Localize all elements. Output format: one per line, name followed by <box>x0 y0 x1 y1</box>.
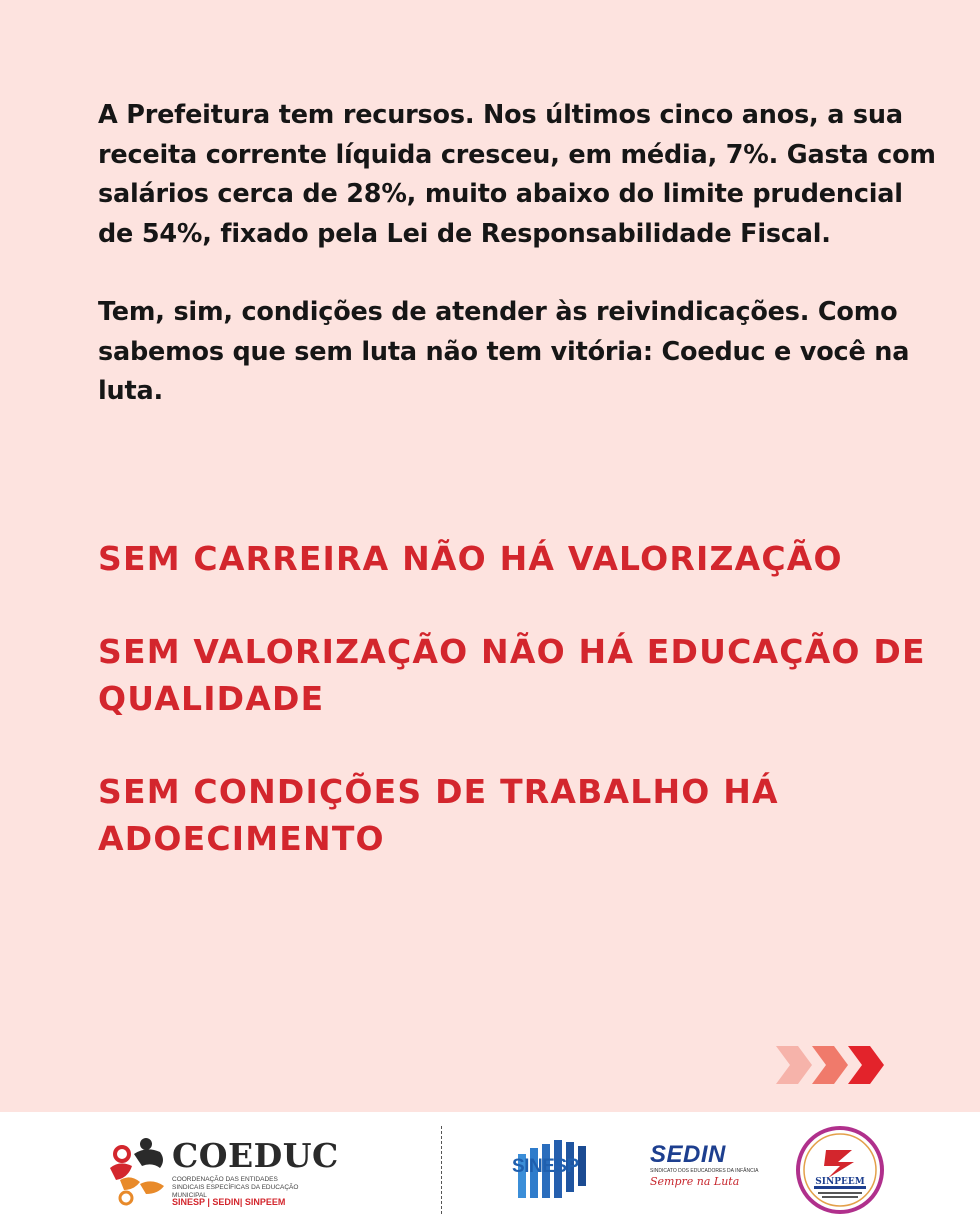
sinpeem-name: SINPEEM <box>815 1177 865 1187</box>
slogan-career: SEM CARREIRA NÃO HÁ VALORIZAÇÃO <box>98 539 843 578</box>
coeduc-name: COEDUC <box>172 1136 339 1175</box>
slogans <box>98 535 958 908</box>
sinpeem-seal-icon <box>794 1124 886 1216</box>
paragraph-resources: A Prefeitura tem recursos. Nos últimos cinco anos, a sua receita corrente líquida cresceu, em média, 7%. Gasta com salários cerca de 28%, muito abaixo do limite prudencial de 54%, fixado pela Lei de Responsabilidade Fiscal. <box>98 100 936 249</box>
chevron-2 <box>812 1046 848 1084</box>
slogan-conditions: SEM CONDIÇÕES DE TRABALHO HÁ ADOECIMENTO <box>98 772 779 858</box>
triple-chevron-right-icon <box>776 1044 886 1086</box>
footer-divider <box>441 1126 442 1214</box>
coeduc-figures-icon <box>106 1132 170 1208</box>
footer-logos <box>0 1112 980 1225</box>
paragraph-conditions: Tem, sim, condições de atender às reivindicações. Como sabemos que sem luta não tem vitória: Coeduc e você na luta. <box>98 297 910 406</box>
coeduc-logo <box>106 1132 339 1208</box>
sedin-subtitle: SINDICATO DOS EDUCADORES DA INFÂNCIA <box>650 1168 759 1174</box>
sedin-logo <box>650 1141 759 1198</box>
sedin-name: SEDIN <box>650 1141 726 1168</box>
coeduc-subtitle: COORDENAÇÃO DAS ENTIDADES SINDICAIS ESPECÍFICAS DA EDUCAÇÃO MUNICIPAL <box>172 1176 299 1199</box>
coeduc-orgs: SINESP | SEDIN| SINPEEM <box>172 1197 286 1207</box>
sinesp-logo <box>512 1136 600 1202</box>
body-text <box>98 96 938 412</box>
sinesp-name: SINESP <box>512 1156 579 1177</box>
slogan-valorization: SEM VALORIZAÇÃO NÃO HÁ EDUCAÇÃO DE QUALIDADE <box>98 632 926 718</box>
next-arrows-button[interactable] <box>776 1044 886 1086</box>
sinpeem-logo <box>794 1124 886 1216</box>
chevron-1 <box>776 1046 812 1084</box>
chevron-3 <box>848 1046 884 1084</box>
sedin-motto: Sempre na Luta <box>650 1175 740 1188</box>
